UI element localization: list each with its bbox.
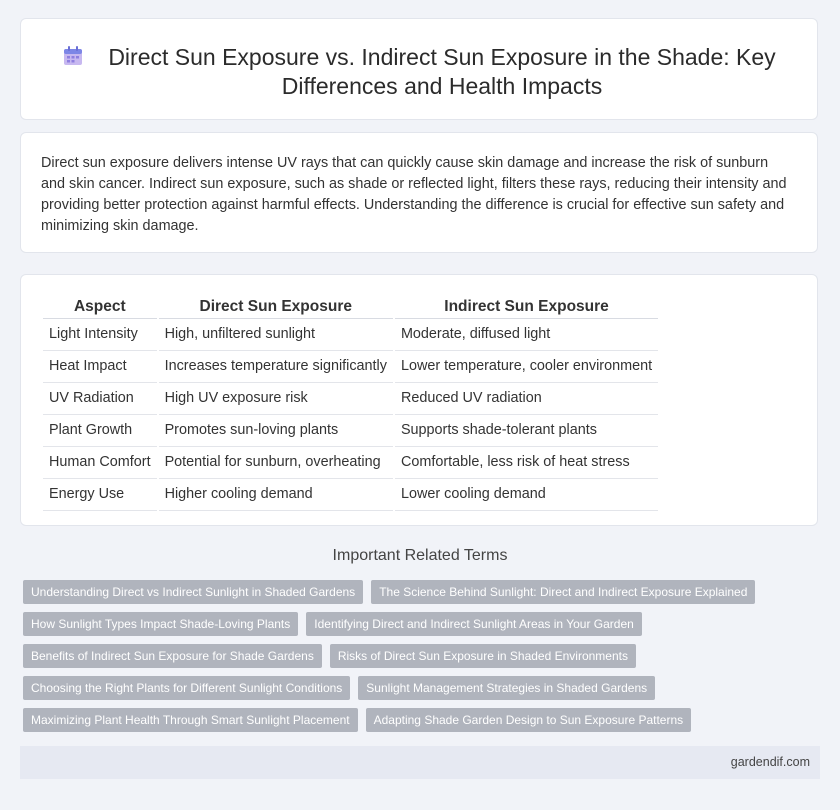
footer-site-link[interactable]: gardendif.com [730,755,810,769]
related-term-link[interactable]: Risks of Direct Sun Exposure in Shaded Environments [330,644,636,668]
related-term-link[interactable]: The Science Behind Sunlight: Direct and Indirect Exposure Explained [371,580,755,604]
table-cell: Plant Growth [43,415,157,447]
tag-row [23,580,803,604]
related-term-link[interactable]: Sunlight Management Strategies in Shaded Gardens [358,676,655,700]
table-cell: Potential for sunburn, overheating [159,447,393,479]
related-term-link[interactable]: How Sunlight Types Impact Shade-Loving Plants [23,612,298,636]
table-cell: UV Radiation [43,383,157,415]
tag-row [23,644,803,668]
table-row [43,383,658,415]
column-header-direct: Direct Sun Exposure [159,295,393,319]
table-row [43,479,658,511]
table-row [43,319,658,351]
footer-bar [20,746,820,779]
table-cell: Comfortable, less risk of heat stress [395,447,658,479]
column-header-indirect: Indirect Sun Exposure [395,295,658,319]
related-term-link[interactable]: Understanding Direct vs Indirect Sunlight in Shaded Gardens [23,580,363,604]
table-cell: Light Intensity [43,319,157,351]
table-cell: Higher cooling demand [159,479,393,511]
table-row [43,447,658,479]
page-title: Direct Sun Exposure vs. Indirect Sun Exposure in the Shade: Key Differences and Health Impacts [108,44,776,99]
comparison-card [20,274,818,526]
related-term-link[interactable]: Choosing the Right Plants for Different Sunlight Conditions [23,676,350,700]
table-cell: Heat Impact [43,351,157,383]
related-term-link[interactable]: Maximizing Plant Health Through Smart Sunlight Placement [23,708,358,732]
table-cell: High, unfiltered sunlight [159,319,393,351]
tag-row [23,676,803,700]
table-row [43,415,658,447]
table-cell: Lower cooling demand [395,479,658,511]
table-header-row [43,295,658,319]
table-cell: Energy Use [43,479,157,511]
table-cell: Reduced UV radiation [395,383,658,415]
related-term-link[interactable]: Benefits of Indirect Sun Exposure for Shade Gardens [23,644,322,668]
title-wrap [61,43,797,101]
table-cell: Human Comfort [43,447,157,479]
column-header-aspect: Aspect [43,295,157,319]
table-cell: Moderate, diffused light [395,319,658,351]
related-terms-list [23,580,803,740]
intro-paragraph: Direct sun exposure delivers intense UV rays that can quickly cause skin damage and increase the risk of sunburn and skin cancer. Indirect sun exposure, such as shade or reflected light, filters these rays, reducing their intensity and providing better protection against harmful effects. Understanding the difference is crucial for effective sun safety and minimizing skin damage. [41,155,787,234]
comparison-table [43,295,658,511]
table-cell: Lower temperature, cooler environment [395,351,658,383]
intro-card [20,132,818,253]
tag-row [23,612,803,636]
table-cell: Increases temperature significantly [159,351,393,383]
table-cell: High UV exposure risk [159,383,393,415]
table-row [43,351,658,383]
table-cell: Promotes sun-loving plants [159,415,393,447]
table-cell: Supports shade-tolerant plants [395,415,658,447]
related-term-link[interactable]: Adapting Shade Garden Design to Sun Exposure Patterns [366,708,692,732]
related-term-link[interactable]: Identifying Direct and Indirect Sunlight Areas in Your Garden [306,612,642,636]
related-terms-title: Important Related Terms [332,547,508,564]
tag-row [23,708,803,732]
header-card [20,18,818,120]
